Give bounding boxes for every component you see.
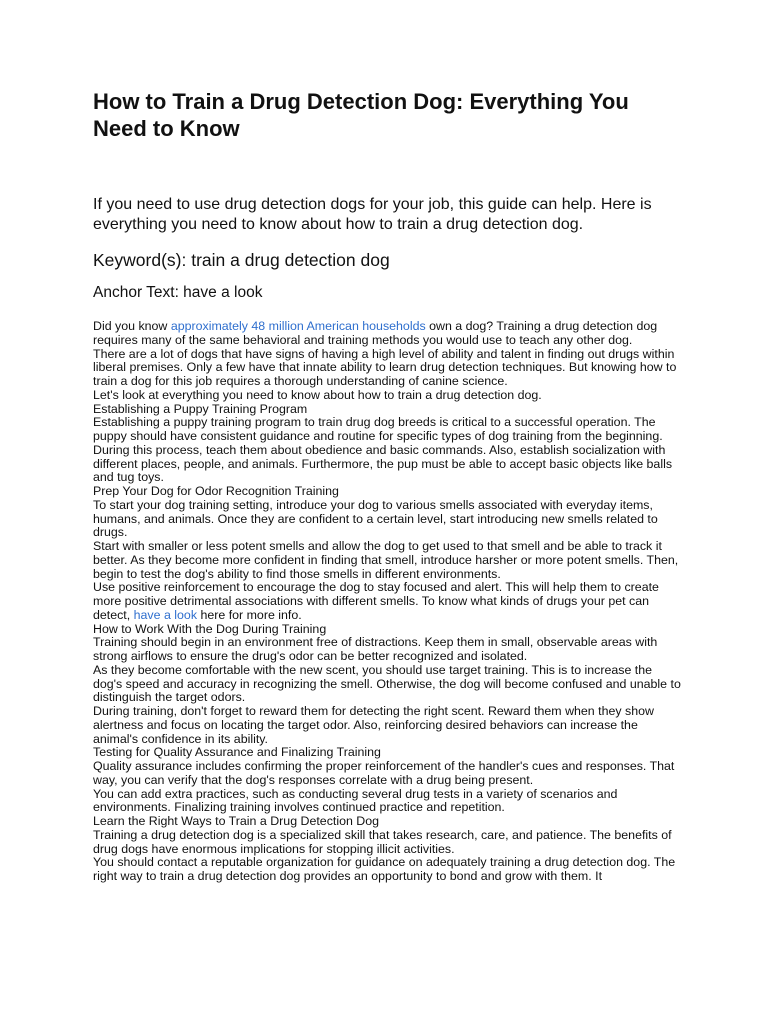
text-span: Use positive reinforcement to encourage the dog to stay focused and alert. This will help them to create more positive detrimental associations with different smells. To know what kinds of drugs your pet can detect, [93,580,659,622]
body-paragraph: During training, don't forget to reward them for detecting the right scent. Reward them when they show alertness and focus on locating the target odor. Also, reinforcing desired behaviors can increase the animal's confidence in its ability. [93,704,654,746]
intro-paragraph: If you need to use drug detection dogs for your job, this guide can help. Here is everything you need to know about how to train a drug detection dog. [93,196,652,233]
body-paragraph [93,320,683,348]
body-paragraph: Start with smaller or less potent smells and allow the dog to get used to that smell and be able to track it better. As they become more confident in finding that smell, introduce harsher or more potent smells. Then, begin to test the dog's ability to find those smells in different environments. [93,539,679,581]
body-paragraph: Establishing a puppy training program to train drug dog breeds is critical to a successful operation. The puppy should have consistent guidance and routine for specific types of dog training from the beginning. [93,415,663,443]
anchor-text-line: Anchor Text: have a look [93,284,263,301]
page-title: How to Train a Drug Detection Dog: Everything You Need to Know [93,89,629,141]
document-page [93,88,683,884]
article-body [93,320,683,884]
section-heading: Learn the Right Ways to Train a Drug Detection Dog [93,814,380,828]
body-paragraph [93,581,683,622]
section-heading: How to Work With the Dog During Training [93,621,327,636]
households-link[interactable]: approximately 48 million American households [170,319,426,333]
body-paragraph: You should contact a reputable organization for guidance on adequately training a drug detection dog. The right way to train a drug detection dog provides an opportunity to bond and grow with them. It [93,855,676,883]
keywords-line: Keyword(s): train a drug detection dog [93,250,390,270]
section-heading: Testing for Quality Assurance and Finalizing Training [93,745,381,760]
text-span: Did you know [93,319,171,333]
body-paragraph: To start your dog training setting, introduce your dog to various smells associated with everyday items, humans, and animals. Once they are confident to a certain level, start introducing new smells related to drugs. [93,497,658,540]
section-heading: Establishing a Puppy Training Program [93,401,308,416]
body-paragraph: As they become comfortable with the new scent, you should use target training. This is to increase the dog's speed and accuracy in recognizing the smell. Otherwise, the dog will become confused and unable to distinguish the target odors. [93,662,681,705]
body-paragraph: During this process, teach them about obedience and basic commands. Also, establish socialization with different places, people, and animals. Furthermore, the pup must be able to accept basic objects like balls and tug toys. [93,442,673,485]
body-paragraph: There are a lot of dogs that have signs of having a high level of ability and talent in finding out drugs within liberal premises. Only a few have that innate ability to learn drug detection techniques. But knowing how to train a dog for this job requires a thorough understanding of canine science. [93,346,677,388]
have-a-look-link[interactable]: have a look [133,607,198,622]
body-paragraph: Quality assurance includes confirming the proper reinforcement of the handler's cues and responses. That way, you can verify that the dog's responses correlate with a drug being present. [93,759,675,787]
body-paragraph: You can add extra practices, such as conducting several drug tests in a variety of scenarios and environments. Finalizing training involves continued practice and repetition. [93,786,618,815]
text-span: own a dog? Training a drug detection dog requires many of the same behavioral and training methods you would use to teach any other dog. [93,319,658,347]
text-span: here for more info. [197,607,302,622]
body-paragraph: Training should begin in an environment free of distractions. Keep them in small, observable areas with strong airflows to ensure the drug's odor can be better recognized and isolated. [93,635,658,663]
body-paragraph: Let's look at everything you need to know about how to train a drug detection dog. [93,387,542,402]
section-heading: Prep Your Dog for Odor Recognition Training [93,484,339,498]
body-paragraph: Training a drug detection dog is a specialized skill that takes research, care, and patience. The benefits of drug dogs have enormous implications for stopping illicit activities. [93,827,672,856]
